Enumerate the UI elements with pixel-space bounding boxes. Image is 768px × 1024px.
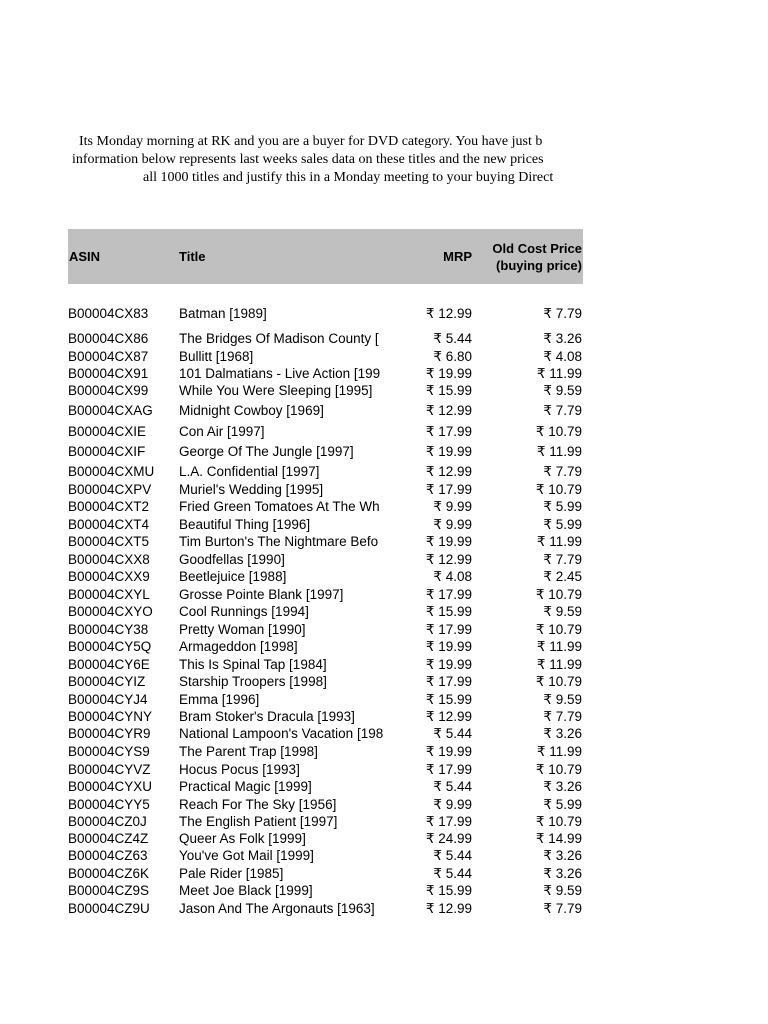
old-cost-cell: ₹ 5.99 [543, 517, 582, 532]
title-cell: Queer As Folk [1999] [179, 831, 306, 846]
table-row [68, 708, 583, 725]
old-cost-cell: ₹ 11.99 [536, 639, 582, 654]
title-cell: This Is Spinal Tap [1984] [179, 657, 327, 672]
title-cell: Hocus Pocus [1993] [179, 762, 300, 777]
old-cost-cell: ₹ 5.99 [543, 499, 582, 514]
title-cell: Bram Stoker's Dracula [1993] [179, 709, 355, 724]
old-cost-cell: ₹ 10.79 [535, 814, 582, 829]
table-row [68, 865, 583, 882]
table-row [68, 900, 583, 917]
title-cell: 101 Dalmatians - Live Action [199 [179, 366, 381, 381]
old-cost-cell: ₹ 10.79 [535, 674, 582, 689]
mrp-cell: ₹ 12.99 [425, 552, 472, 567]
asin-cell: B00004CYXU [68, 779, 153, 794]
old-cost-cell: ₹ 7.79 [543, 709, 582, 724]
title-cell: Tim Burton's The Nightmare Befo [179, 534, 379, 549]
old-cost-cell: ₹ 11.99 [536, 744, 582, 759]
mrp-cell: ₹ 17.99 [425, 674, 472, 689]
table-row [68, 330, 583, 347]
table-row [68, 382, 583, 399]
asin-cell: B00004CXIE [68, 424, 147, 439]
title-cell: Goodfellas [1990] [179, 552, 285, 567]
asin-cell: B00004CYIZ [68, 674, 146, 689]
table-row [68, 813, 583, 830]
mrp-cell: ₹ 12.99 [425, 464, 472, 479]
table-row [68, 761, 583, 778]
header-asin: ASIN [69, 249, 101, 264]
old-cost-cell: ₹ 10.79 [535, 587, 582, 602]
mrp-cell: ₹ 17.99 [425, 814, 472, 829]
title-cell: Midnight Cowboy [1969] [179, 403, 324, 418]
asin-cell: B00004CYR9 [68, 726, 151, 741]
asin-cell: B00004CX83 [68, 306, 149, 321]
table-row [68, 551, 583, 568]
header-old-cost-line2: (buying price) [496, 258, 582, 273]
old-cost-cell: ₹ 3.26 [543, 779, 582, 794]
table-row [68, 423, 583, 440]
mrp-cell: ₹ 12.99 [425, 306, 472, 321]
old-cost-cell: ₹ 7.79 [543, 464, 582, 479]
asin-cell: B00004CZ0J [68, 814, 147, 829]
old-cost-cell: ₹ 10.79 [535, 424, 582, 439]
title-cell: Reach For The Sky [1956] [179, 797, 337, 812]
title-cell: George Of The Jungle [1997] [179, 444, 354, 459]
title-cell: Cool Runnings [1994] [179, 604, 309, 619]
old-cost-cell: ₹ 7.79 [543, 306, 582, 321]
mrp-cell: ₹ 5.44 [433, 848, 472, 863]
title-cell: Batman [1989] [179, 306, 267, 321]
asin-cell: B00004CZ63 [68, 848, 148, 863]
mrp-cell: ₹ 15.99 [425, 604, 472, 619]
asin-cell: B00004CYS9 [68, 744, 150, 759]
intro-line-2: information below represents last weeks sales data on these titles and the new prices [72, 152, 544, 167]
asin-cell: B00004CZ6K [68, 866, 150, 881]
table-row [68, 725, 583, 742]
asin-cell: B00004CX86 [68, 331, 149, 346]
old-cost-cell: ₹ 3.26 [543, 331, 582, 346]
mrp-cell: ₹ 4.08 [433, 569, 472, 584]
old-cost-cell: ₹ 7.79 [543, 552, 582, 567]
old-cost-cell: ₹ 5.99 [543, 797, 582, 812]
mrp-cell: ₹ 19.99 [425, 744, 472, 759]
asin-cell: B00004CXT2 [68, 499, 150, 514]
title-cell: Practical Magic [1999] [179, 779, 312, 794]
asin-cell: B00004CYJ4 [68, 692, 148, 707]
mrp-cell: ₹ 19.99 [425, 534, 472, 549]
asin-cell: B00004CXYO [68, 604, 153, 619]
header-mrp: MRP [443, 249, 472, 264]
table-row [68, 498, 583, 515]
old-cost-cell: ₹ 7.79 [543, 901, 582, 916]
title-cell: Jason And The Argonauts [1963] [179, 901, 375, 916]
mrp-cell: ₹ 17.99 [425, 482, 472, 497]
asin-cell: B00004CYVZ [68, 762, 151, 777]
asin-cell: B00004CX91 [68, 366, 149, 381]
title-cell: Beetlejuice [1988] [179, 569, 287, 584]
title-cell: Emma [1996] [179, 692, 260, 707]
asin-cell: B00004CYNY [68, 709, 153, 724]
mrp-cell: ₹ 9.99 [433, 797, 472, 812]
table-row [68, 463, 583, 480]
old-cost-cell: ₹ 11.99 [536, 657, 582, 672]
mrp-cell: ₹ 9.99 [433, 517, 472, 532]
header-old-cost-line1: Old Cost Price [492, 241, 582, 256]
title-cell: While You Were Sleeping [1995] [179, 383, 373, 398]
mrp-cell: ₹ 5.44 [433, 331, 472, 346]
mrp-cell: ₹ 17.99 [425, 622, 472, 637]
asin-cell: B00004CXYL [68, 587, 150, 602]
table-row [68, 656, 583, 673]
asin-cell: B00004CXX9 [68, 569, 150, 584]
title-cell: L.A. Confidential [1997] [179, 464, 320, 479]
table-header [68, 229, 583, 284]
table-row [68, 533, 583, 550]
table-row [68, 603, 583, 620]
title-cell: Meet Joe Black [1999] [179, 883, 313, 898]
asin-cell: B00004CY5Q [68, 639, 152, 654]
old-cost-cell: ₹ 2.45 [543, 569, 582, 584]
table-row [68, 796, 583, 813]
table-row [68, 847, 583, 864]
table-row [68, 348, 583, 365]
asin-cell: B00004CXIF [68, 444, 146, 459]
table-row [68, 481, 583, 498]
asin-cell: B00004CXT4 [68, 517, 150, 532]
title-cell: National Lampoon's Vacation [198 [179, 726, 384, 741]
table-row [68, 305, 583, 322]
table-row [68, 568, 583, 585]
mrp-cell: ₹ 12.99 [425, 403, 472, 418]
mrp-cell: ₹ 15.99 [425, 692, 472, 707]
old-cost-cell: ₹ 9.59 [543, 692, 582, 707]
table-row [68, 365, 583, 382]
asin-cell: B00004CXX8 [68, 552, 150, 567]
title-cell: The Parent Trap [1998] [179, 744, 318, 759]
old-cost-cell: ₹ 3.26 [543, 848, 582, 863]
intro-line-3: all 1000 titles and justify this in a Monday meeting to your buying Direct [143, 170, 554, 185]
mrp-cell: ₹ 19.99 [425, 366, 472, 381]
title-cell: Starship Troopers [1998] [179, 674, 327, 689]
asin-cell: B00004CXPV [68, 482, 152, 497]
asin-cell: B00004CZ9U [68, 901, 150, 916]
mrp-cell: ₹ 5.44 [433, 866, 472, 881]
mrp-cell: ₹ 17.99 [425, 424, 472, 439]
old-cost-cell: ₹ 4.08 [543, 349, 582, 364]
table-row [68, 882, 583, 899]
header-title: Title [179, 249, 206, 264]
asin-cell: B00004CYY5 [68, 797, 150, 812]
table-row [68, 743, 583, 760]
mrp-cell: ₹ 12.99 [425, 901, 472, 916]
title-cell: Beautiful Thing [1996] [179, 517, 311, 532]
title-cell: Muriel's Wedding [1995] [179, 482, 324, 497]
table-row [68, 516, 583, 533]
title-cell: Con Air [1997] [179, 424, 265, 439]
old-cost-cell: ₹ 3.26 [543, 866, 582, 881]
old-cost-cell: ₹ 10.79 [535, 622, 582, 637]
title-cell: Grosse Pointe Blank [1997] [179, 587, 344, 602]
table-row [68, 638, 583, 655]
mrp-cell: ₹ 24.99 [425, 831, 472, 846]
title-cell: Pale Rider [1985] [179, 866, 284, 881]
mrp-cell: ₹ 19.99 [425, 657, 472, 672]
asin-cell: B00004CY38 [68, 622, 149, 637]
asin-cell: B00004CXAG [68, 403, 153, 418]
mrp-cell: ₹ 6.80 [433, 349, 472, 364]
table-row [68, 691, 583, 708]
asin-cell: B00004CXT5 [68, 534, 150, 549]
table-row [68, 778, 583, 795]
old-cost-cell: ₹ 7.79 [543, 403, 582, 418]
mrp-cell: ₹ 17.99 [425, 762, 472, 777]
table-row [68, 586, 583, 603]
old-cost-cell: ₹ 10.79 [535, 482, 582, 497]
old-cost-cell: ₹ 11.99 [536, 366, 582, 381]
mrp-cell: ₹ 15.99 [425, 383, 472, 398]
table-row [68, 673, 583, 690]
mrp-cell: ₹ 12.99 [425, 709, 472, 724]
mrp-cell: ₹ 17.99 [425, 587, 472, 602]
title-cell: Pretty Woman [1990] [179, 622, 306, 637]
old-cost-cell: ₹ 9.59 [543, 383, 582, 398]
old-cost-cell: ₹ 11.99 [536, 444, 582, 459]
intro-line-1: Its Monday morning at RK and you are a buyer for DVD category. You have just b [79, 134, 543, 149]
old-cost-cell: ₹ 10.79 [535, 762, 582, 777]
old-cost-cell: ₹ 9.59 [543, 604, 582, 619]
old-cost-cell: ₹ 3.26 [543, 726, 582, 741]
title-cell: Bullitt [1968] [179, 349, 254, 364]
mrp-cell: ₹ 15.99 [425, 883, 472, 898]
table-row [68, 830, 583, 847]
asin-cell: B00004CZ9S [68, 883, 150, 898]
title-cell: Fried Green Tomatoes At The Wh [179, 499, 380, 514]
table-row [68, 443, 583, 460]
asin-cell: B00004CXMU [68, 464, 155, 479]
mrp-cell: ₹ 9.99 [433, 499, 472, 514]
asin-cell: B00004CZ4Z [68, 831, 149, 846]
title-cell: You've Got Mail [1999] [179, 848, 314, 863]
old-cost-cell: ₹ 14.99 [535, 831, 582, 846]
table-row [68, 621, 583, 638]
mrp-cell: ₹ 5.44 [433, 779, 472, 794]
asin-cell: B00004CX99 [68, 383, 149, 398]
asin-cell: B00004CY6E [68, 657, 150, 672]
title-cell: Armageddon [1998] [179, 639, 298, 654]
title-cell: The English Patient [1997] [179, 814, 338, 829]
asin-cell: B00004CX87 [68, 349, 149, 364]
old-cost-cell: ₹ 9.59 [543, 883, 582, 898]
mrp-cell: ₹ 5.44 [433, 726, 472, 741]
title-cell: The Bridges Of Madison County [ [179, 331, 379, 346]
mrp-cell: ₹ 19.99 [425, 444, 472, 459]
old-cost-cell: ₹ 11.99 [536, 534, 582, 549]
mrp-cell: ₹ 19.99 [425, 639, 472, 654]
table-row [68, 402, 583, 419]
